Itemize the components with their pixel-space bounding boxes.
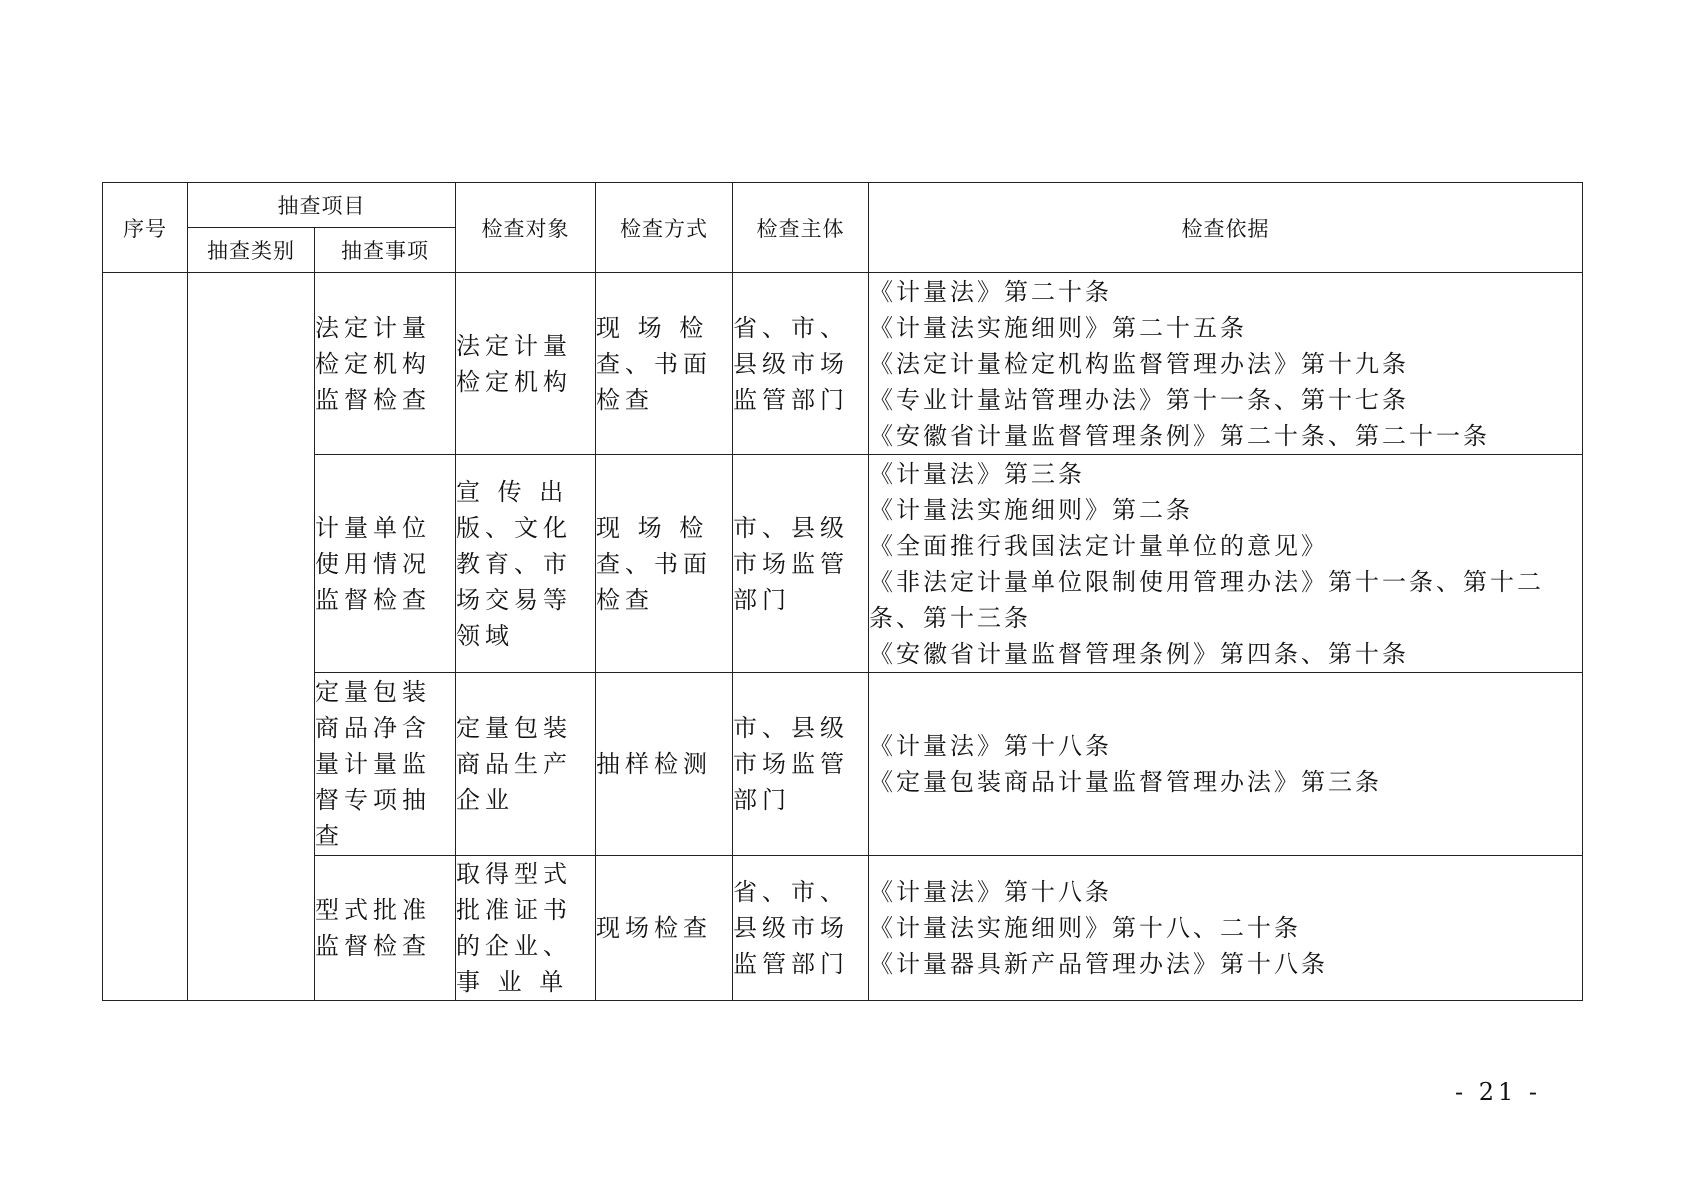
subject-cell: 省、市、 县级市场 监管部门 bbox=[733, 273, 869, 455]
table-row bbox=[103, 273, 1583, 455]
subject-cell: 省、市、 县级市场 监管部门 bbox=[733, 856, 869, 1001]
subject-cell: 市、县级 市场监管 部门 bbox=[733, 455, 869, 673]
method-cell: 现 场 检 查、书面 检查 bbox=[596, 455, 733, 673]
header-subject: 检查主体 bbox=[733, 183, 869, 273]
target-cell: 定量包装 商品生产 企业 bbox=[456, 673, 596, 856]
header-category: 抽查类别 bbox=[188, 228, 315, 273]
basis-cell: 《计量法》第十八条 《定量包装商品计量监督管理办法》第三条 bbox=[869, 673, 1583, 856]
table-row bbox=[103, 856, 1583, 1001]
table-row bbox=[103, 673, 1583, 856]
item-cell: 计量单位 使用情况 监督检查 bbox=[315, 455, 456, 673]
basis-cell: 《计量法》第十八条 《计量法实施细则》第十八、二十条 《计量器具新产品管理办法》第十八条 bbox=[869, 856, 1583, 1001]
page-number: - 21 - bbox=[1455, 1078, 1542, 1106]
header-target: 检查对象 bbox=[456, 183, 596, 273]
category-cell bbox=[188, 273, 315, 1001]
method-cell: 现场检查 bbox=[596, 856, 733, 1001]
header-project-group: 抽查项目 bbox=[188, 183, 456, 228]
basis-cell: 《计量法》第二十条 《计量法实施细则》第二十五条 《法定计量检定机构监督管理办法》第十九条 《专业计量站管理办法》第十一条、第十七条 《安徽省计量监督管理条例》第二十条、第二十一条 bbox=[869, 273, 1583, 455]
target-cell: 取得型式 批准证书 的企业、 事 业 单 bbox=[456, 856, 596, 1001]
target-cell: 宣 传 出 版、文化 教育、市 场交易等 领域 bbox=[456, 455, 596, 673]
header-method: 检查方式 bbox=[596, 183, 733, 273]
target-cell: 法定计量 检定机构 bbox=[456, 273, 596, 455]
method-cell: 现 场 检 查、书面 检查 bbox=[596, 273, 733, 455]
item-cell: 定量包装 商品净含 量计量监 督专项抽 查 bbox=[315, 673, 456, 856]
method-cell: 抽样检测 bbox=[596, 673, 733, 856]
header-item: 抽查事项 bbox=[315, 228, 456, 273]
inspection-table bbox=[102, 182, 1583, 1001]
item-cell: 法定计量 检定机构 监督检查 bbox=[315, 273, 456, 455]
subject-cell: 市、县级 市场监管 部门 bbox=[733, 673, 869, 856]
table-row bbox=[103, 455, 1583, 673]
basis-cell: 《计量法》第三条 《计量法实施细则》第二条 《全面推行我国法定计量单位的意见》 《非法定计量单位限制使用管理办法》第十一条、第十二条、第十三条 《安徽省计量监督管理条例》第四条、第十条 bbox=[869, 455, 1583, 673]
seq-cell bbox=[103, 273, 188, 1001]
header-seq: 序号 bbox=[103, 183, 188, 273]
header-basis: 检查依据 bbox=[869, 183, 1583, 273]
item-cell: 型式批准 监督检查 bbox=[315, 856, 456, 1001]
